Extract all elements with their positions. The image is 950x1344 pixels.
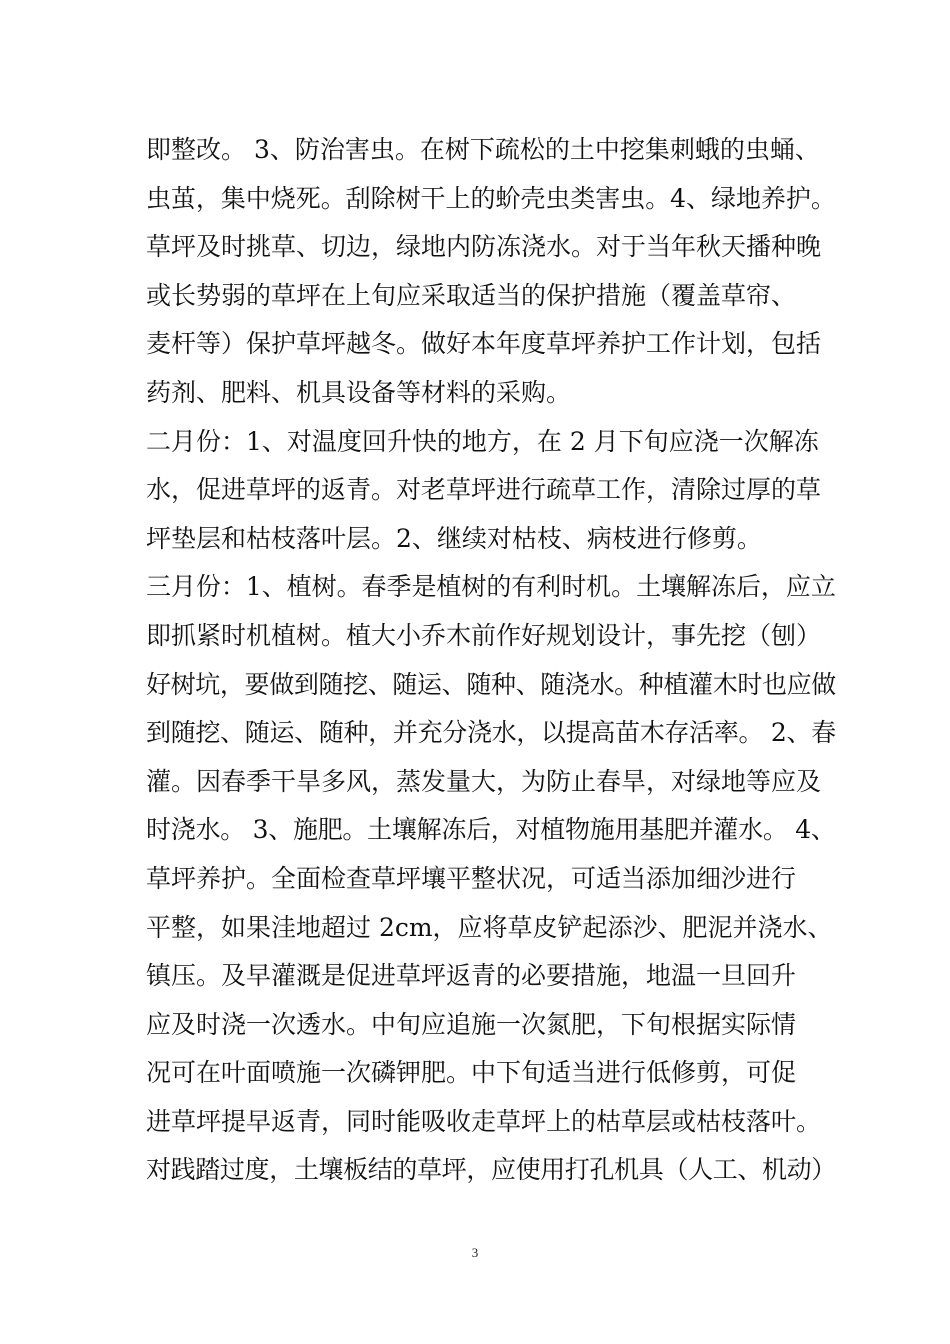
page-number: 3 — [471, 1245, 479, 1260]
text-line: 进草坪提早返青，同时能吸收走草坪上的枯草层或枯枝落叶。 — [146, 1106, 822, 1136]
text-line: 草坪养护。全面检查草坪壤平整状况，可适当添加细沙进行 — [146, 863, 797, 893]
text-line: 好树坑，要做到随挖、随运、随种、随浇水。种植灌木时也应做 — [146, 669, 836, 699]
text-line: 水，促进草坪的返青。对老草坪进行疏草工作，清除过厚的草 — [146, 475, 822, 505]
text-line: 三月份：1、植树。春季是植树的有利时机。土壤解冻后，应立 — [146, 572, 836, 602]
text-line: 麦杆等）保护草坪越冬。做好本年度草坪养护工作计划，包括 — [146, 329, 822, 359]
text-line: 对践踏过度，土壤板结的草坪，应使用打孔机具（人工、机动） — [146, 1155, 836, 1185]
text-line: 二月份：1、对温度回升快的地方，在 2 月下旬应浇一次解冻 — [146, 426, 819, 456]
text-line: 平整，如果洼地超过 2cm，应将草皮铲起添沙、肥泥并浇水、 — [146, 912, 833, 942]
text-line: 药剂、肥料、机具设备等材料的采购。 — [146, 377, 572, 407]
text-line: 况可在叶面喷施一次磷钾肥。中下旬适当进行低修剪，可促 — [146, 1058, 797, 1088]
text-line: 到随挖、随运、随种，并充分浇水，以提高苗木存活率。 2、春 — [146, 718, 836, 748]
text-line: 虫茧，集中烧死。刮除树干上的蚧壳虫类害虫。4、绿地养护。 — [146, 183, 836, 213]
text-line: 草坪及时挑草、切边，绿地内防冻浇水。对于当年秋天播种晚 — [146, 232, 822, 262]
text-line: 镇压。及早灌溉是促进草坪返青的必要措施，地温一旦回升 — [146, 961, 797, 991]
body-text — [146, 126, 836, 1195]
text-line: 时浇水。 3、施肥。土壤解冻后，对植物施用基肥并灌水。 4、 — [146, 815, 836, 845]
text-line: 或长势弱的草坪在上旬应采取适当的保护措施（覆盖草帘、 — [146, 280, 797, 310]
text-line: 即整改。 3、防治害虫。在树下疏松的土中挖集刺蛾的虫蛹、 — [146, 135, 820, 164]
text-line: 即抓紧时机植树。植大小乔木前作好规划设计，事先挖（刨） — [146, 620, 822, 650]
text-line: 应及时浇一次透水。中旬应追施一次氮肥，下旬根据实际情 — [146, 1009, 797, 1039]
text-line: 灌。因春季干旱多风，蒸发量大，为防止春旱，对绿地等应及 — [146, 766, 822, 796]
text-line: 坪垫层和枯枝落叶层。2、继续对枯枝、病枝进行修剪。 — [146, 523, 762, 553]
